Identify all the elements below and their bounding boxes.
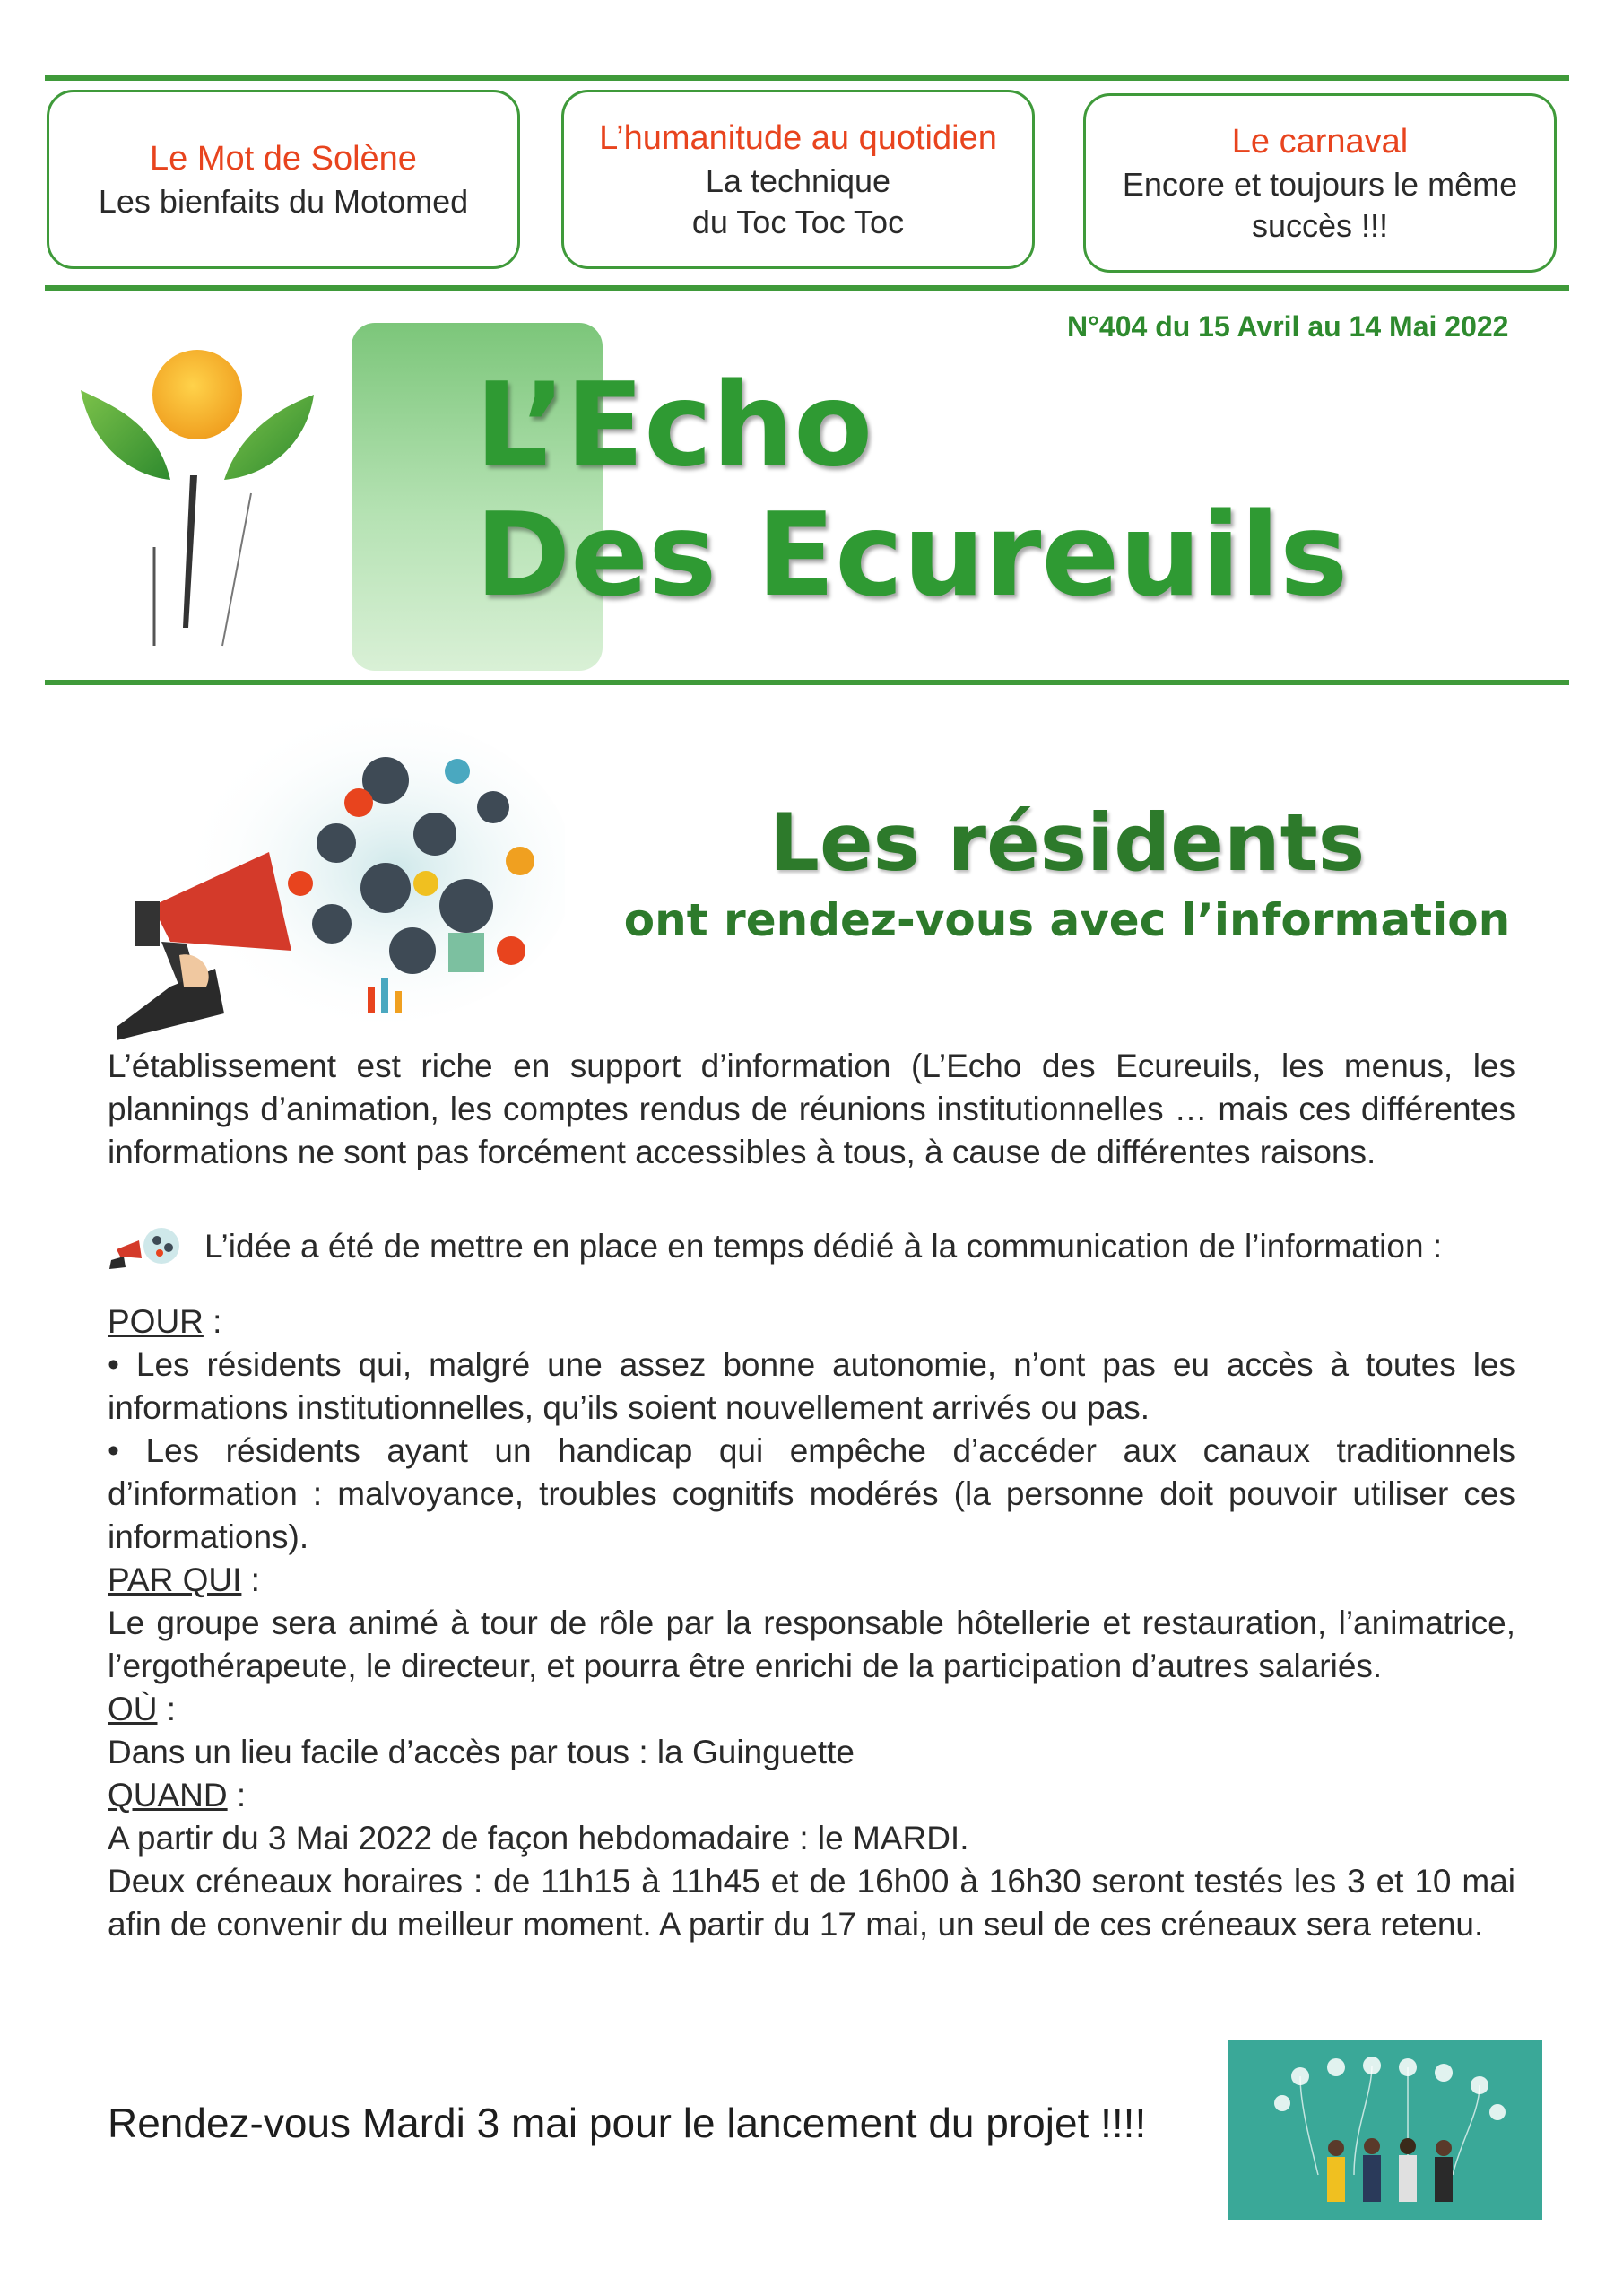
masthead-rule <box>45 680 1569 685</box>
teaser-subtitle: Les bienfaits du Motomed <box>98 183 469 220</box>
idea-text: L’idée a été de mettre en place en temps dédié à la communication de l’information : <box>204 1228 1443 1265</box>
teaser-title: L’humanitude au quotidien <box>599 119 997 157</box>
headline-subtitle: ont rendez-vous avec l’information <box>623 894 1511 946</box>
teaser-title: Le carnaval <box>1231 123 1409 161</box>
teaser-subtitle: du Toc Toc Toc <box>691 204 905 240</box>
teaser-box-humanitude <box>561 90 1035 269</box>
article-headline <box>592 798 1542 947</box>
section-label: QUAND <box>108 1777 228 1813</box>
section-label: POUR <box>108 1303 204 1340</box>
headline-title: Les résidents <box>768 796 1366 889</box>
team-network-illustration-icon <box>1228 2040 1542 2220</box>
section-parqui-heading: PAR QUI : <box>108 1561 260 1598</box>
slots-label: Deux créneaux horaires <box>108 1863 464 1900</box>
section-parqui-text: Le groupe sera animé à tour de rôle par la responsable hôtellerie et restauration, l’animatrice, l’ergothérapeute, le directeur, et pourra être enrichi de la participation d’autres salariés. <box>108 1605 1515 1684</box>
intro-paragraph <box>108 1045 1515 1174</box>
sections-block <box>108 1300 1515 1946</box>
teaser-title: Le Mot de Solène <box>150 140 417 178</box>
mid-rule <box>45 285 1569 291</box>
section-quand-heading: QUAND : <box>108 1777 247 1813</box>
small-megaphone-icon <box>108 1224 188 1269</box>
section-pour-heading: POUR : <box>108 1303 222 1340</box>
section-pour-item: • Les résidents ayant un handicap qui empêche d’accéder aux canaux traditionnels d’information : malvoyance, troubles cognitifs modérés (la personne doit pouvoir utiliser ces informations). <box>108 1432 1515 1555</box>
slots-text: : de 11h15 à 11h45 et de 16h00 à 16h30 seront testés les 3 et 10 mai afin de convenir du meilleur moment. A partir du 17 mai, un seul de ces créneaux sera retenu. <box>108 1863 1515 1943</box>
issue-number: N°404 du 15 Avril au 14 Mai 2022 <box>1067 310 1509 343</box>
top-rule <box>45 75 1569 81</box>
section-quand-line2 <box>108 1860 1515 1946</box>
teaser-box-mot-de-solene <box>47 90 520 269</box>
section-quand-line1: A partir du 3 Mai 2022 de façon hebdomadaire : le MARDI. <box>108 1820 969 1857</box>
teaser-subtitle: La technique <box>705 162 891 199</box>
sprout-logo-icon <box>72 341 341 664</box>
section-ou-text: Dans un lieu facile d’accès par tous : la Guinguette <box>108 1734 855 1770</box>
teaser-subtitle: Encore et toujours le même <box>1122 166 1518 203</box>
section-ou-heading: OÙ : <box>108 1691 177 1727</box>
section-label: OÙ <box>108 1691 158 1727</box>
intro-text: L’établissement est riche en support d’information (L’Echo des Ecureuils, les menus, les plannings d’animation, les comptes rendus de réunions institutionnelles … mais ces différentes informations ne sont pas forcément accessibles à tous, à cause de différentes raisons. <box>108 1048 1515 1170</box>
masthead-line-2: Des Ecureuils <box>475 489 1349 622</box>
section-label: PAR QUI <box>108 1561 242 1598</box>
masthead-line-1: L’Echo <box>475 359 873 492</box>
teaser-box-carnaval <box>1083 93 1557 273</box>
idea-line <box>108 1224 1542 1269</box>
closing-line: Rendez-vous Mardi 3 mai pour le lancement du projet !!!! <box>108 2100 1147 2146</box>
teaser-subtitle: succès !!! <box>1251 207 1389 244</box>
section-pour-item: • Les résidents qui, malgré une assez bonne autonomie, n’ont pas eu accès à toutes les informations institutionnelles, qu’ils soient nouvellement arrivés ou pas. <box>108 1346 1515 1426</box>
megaphone-illustration-icon <box>117 718 565 1040</box>
